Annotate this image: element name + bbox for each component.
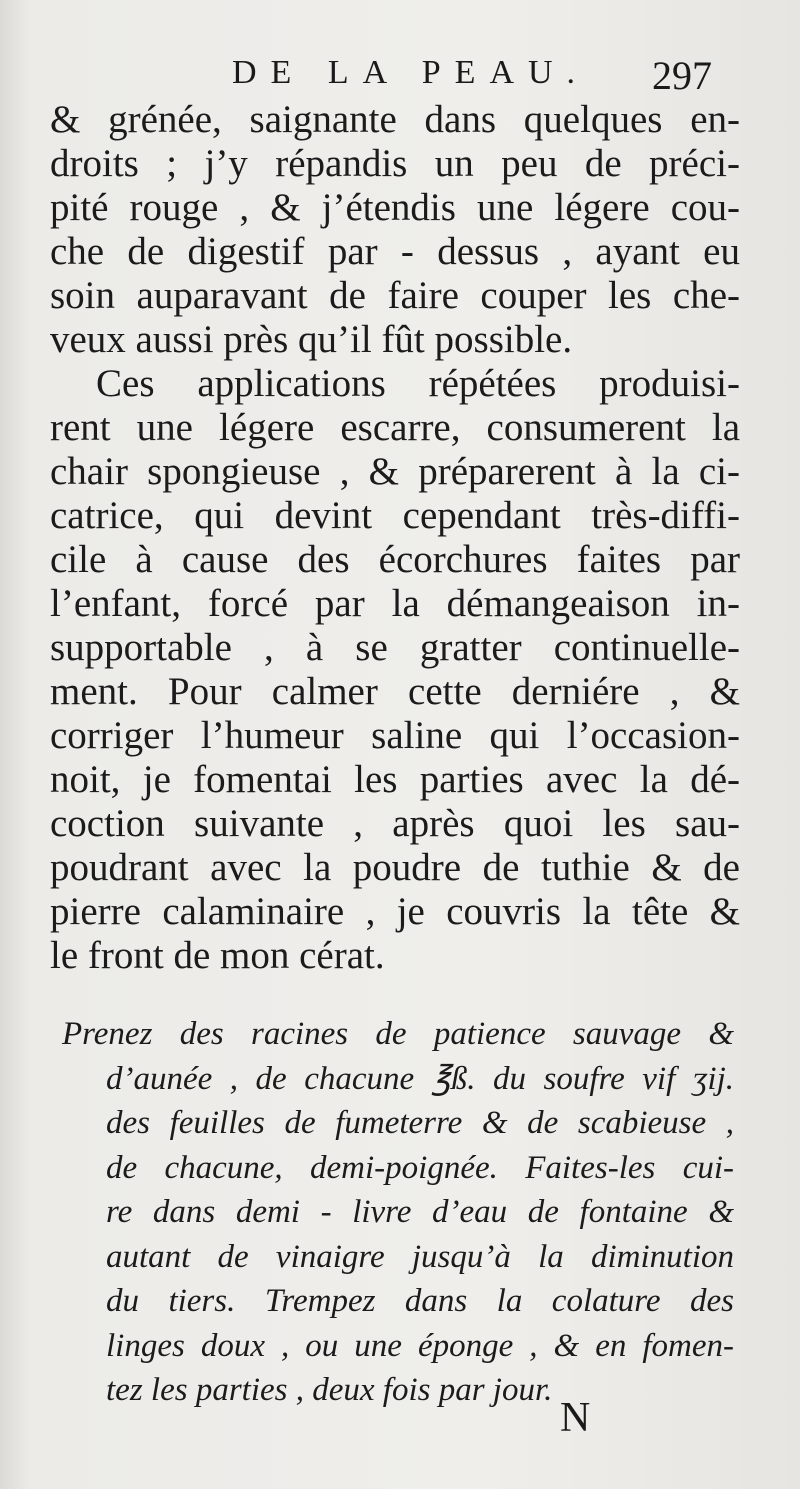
- recipe-line: des feuilles de fumeterre & de scabieuse ,: [106, 1105, 734, 1141]
- text-line: noit, je fomentai les parties avec la dé-: [50, 758, 740, 801]
- text-line: cile à cause des écorchures faites par: [50, 538, 740, 581]
- signature-mark: N: [560, 1395, 591, 1441]
- page-number: 297: [652, 53, 712, 98]
- recipe-line: linges doux , ou une éponge , & en fomen-: [106, 1327, 734, 1364]
- text-line: corriger l’humeur saline qui l’occasion-: [50, 714, 740, 757]
- recipe-line: du tiers. Trempez dans la colature des: [106, 1283, 734, 1319]
- text-line: & grénée, saignante dans quelques en-: [50, 98, 740, 141]
- recipe-block: [62, 1012, 734, 1413]
- recipe-line: Prenez des racines de patience sauvage &: [62, 1016, 734, 1052]
- text-line: coction suivante , après quoi les sau-: [50, 802, 740, 845]
- text-line: soin auparavant de faire couper les che-: [50, 274, 740, 317]
- recipe-line: de chacune, demi-poignée. Faites-les cui-: [106, 1149, 734, 1186]
- recipe-line: autant de vinaigre jusqu’à la diminution: [106, 1238, 734, 1275]
- page-header: [0, 52, 800, 102]
- running-head: DE LA PEAU.: [232, 54, 590, 91]
- text-line: Ces applications répétées produisi-: [96, 362, 740, 405]
- text-line: l’enfant, forcé par la démangeaison in-: [50, 582, 740, 625]
- text-line: che de digestif par - dessus , ayant eu: [50, 230, 740, 273]
- text-line: ment. Pour calmer cette derniére , &: [50, 670, 740, 713]
- text-line: droits ; j’y répandis un peu de préci-: [50, 142, 740, 185]
- text-line: catrice, qui devint cependant très-diffi-: [50, 494, 740, 537]
- text-line: pité rouge , & j’étendis une légere cou-: [50, 186, 740, 229]
- text-line: pierre calaminaire , je couvris la tête &: [50, 890, 740, 933]
- recipe-line: d’aunée , de chacune ℥ß. du soufre vif ʒij.: [106, 1060, 734, 1097]
- text-line: chair spongieuse , & préparerent à la ci-: [50, 450, 740, 493]
- text-line: supportable , à se gratter continuelle-: [50, 626, 740, 669]
- text-line: rent une légere escarre, consumerent la: [50, 406, 740, 449]
- text-line: veux aussi près qu’il fût possible.: [50, 318, 573, 361]
- recipe-line: re dans demi - livre d’eau de fontaine &: [106, 1194, 734, 1230]
- body-text: [50, 98, 740, 978]
- text-line: poudrant avec la poudre de tuthie & de: [50, 846, 740, 889]
- recipe-line: tez les parties , deux fois par jour.: [106, 1372, 553, 1408]
- text-line: le front de mon cérat.: [50, 934, 385, 977]
